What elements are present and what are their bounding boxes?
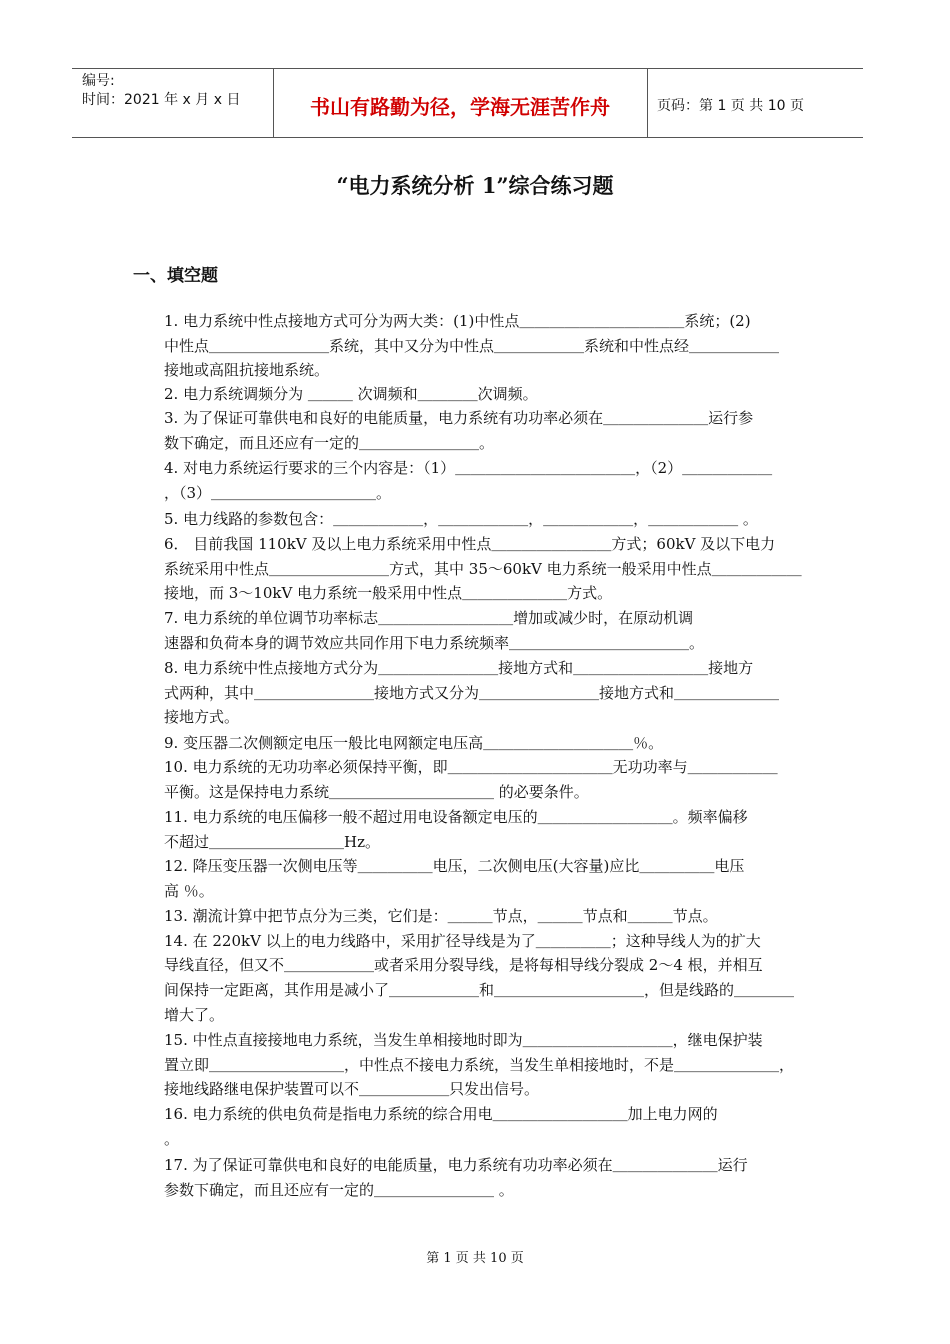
question-line: 系统采用中性点＿＿＿＿＿＿＿＿方式，其中 35～60kV 电力系统一般采用中性点＿＿＿＿＿＿ xyxy=(164,560,802,578)
question-line: 13. 潮流计算中把节点分为三类，它们是：＿＿＿节点，＿＿＿节点和＿＿＿节点。 xyxy=(164,907,718,925)
question-line: 速器和负荷本身的调节效应共同作用下电力系统频率＿＿＿＿＿＿＿＿＿＿＿＿。 xyxy=(164,634,705,652)
question-line: 12. 降压变压器一次侧电压等＿＿＿＿＿电压，二次侧电压(大容量)应比＿＿＿＿＿电压 xyxy=(164,857,745,875)
section-heading: 一、填空题 xyxy=(133,266,218,286)
header-meta-cell xyxy=(72,69,274,137)
question-line: 3. 为了保证可靠供电和良好的电能质量，电力系统有功功率必须在＿＿＿＿＿＿＿运行参 xyxy=(164,409,754,427)
question-line: ，（3）＿＿＿＿＿＿＿＿＿＿＿。 xyxy=(164,484,392,502)
document-title: “电力系统分析 1”综合练习题 xyxy=(336,173,614,198)
question-line: 参数下确定，而且还应有一定的＿＿＿＿＿＿＿＿ 。 xyxy=(164,1181,514,1199)
question-line: 17. 为了保证可靠供电和良好的电能质量，电力系统有功功率必须在＿＿＿＿＿＿＿运行 xyxy=(164,1156,748,1174)
question-line: 4. 对电力系统运行要求的三个内容是：（1）＿＿＿＿＿＿＿＿＿＿＿＿，（2）＿＿＿＿＿＿ xyxy=(164,459,773,477)
question-line: 高 ％。 xyxy=(164,882,214,900)
header-motto-cell xyxy=(273,69,648,137)
question-line: 接地或高阻抗接地系统。 xyxy=(164,361,330,379)
question-line: 置立即＿＿＿＿＿＿＿＿＿，中性点不接电力系统，当发生单相接地时，不是＿＿＿＿＿＿＿， xyxy=(164,1056,795,1074)
question-line: 接地方式。 xyxy=(164,708,240,726)
question-line: 16. 电力系统的供电负荷是指电力系统的综合用电＿＿＿＿＿＿＿＿＿加上电力网的 xyxy=(164,1105,718,1123)
question-line: 9. 变压器二次侧额定电压一般比电网额定电压高＿＿＿＿＿＿＿＿＿＿％。 xyxy=(164,734,664,752)
question-line: 接地线路继电保护装置可以不＿＿＿＿＿＿只发出信号。 xyxy=(164,1080,540,1098)
serial-label: 编号: xyxy=(82,73,115,89)
question-line: 11. 电力系统的电压偏移一般不超过用电设备额定电压的＿＿＿＿＿＿＿＿＿。频率偏移 xyxy=(164,808,748,826)
question-line: 2. 电力系统调频分为 ＿＿＿ 次调频和＿＿＿＿次调频。 xyxy=(164,385,538,403)
question-line: 数下确定，而且还应有一定的＿＿＿＿＿＿＿＿。 xyxy=(164,434,495,452)
question-line: 中性点＿＿＿＿＿＿＿＿系统，其中又分为中性点＿＿＿＿＿＿系统和中性点经＿＿＿＿＿＿ xyxy=(164,337,780,355)
question-line: 8. 电力系统中性点接地方式分为＿＿＿＿＿＿＿＿接地方式和＿＿＿＿＿＿＿＿＿接地方 xyxy=(164,659,754,677)
question-line: 14. 在 220kV 以上的电力线路中，采用扩径导线是为了＿＿＿＿＿；这种导线人为的扩大 xyxy=(164,932,761,950)
page-footer: 第 1 页 共 10 页 xyxy=(426,1251,524,1266)
question-line: 6． 目前我国 110kV 及以上电力系统采用中性点＿＿＿＿＿＿＿＿方式；60kV 及以下电力 xyxy=(164,535,776,553)
question-line: 15. 中性点直接接地电力系统，当发生单相接地时即为＿＿＿＿＿＿＿＿＿＿，继电保护装 xyxy=(164,1031,763,1049)
page-info: 页码：第 1 页 共 10 页 xyxy=(657,98,804,114)
question-line: 导线直径，但又不＿＿＿＿＿＿或者采用分裂导线，是将每相导线分裂成 2～4 根，并相互 xyxy=(164,956,763,974)
motto-text: 书山有路勤为径，学海无涯苦作舟 xyxy=(310,95,610,119)
question-line: 平衡。这是保持电力系统＿＿＿＿＿＿＿＿＿＿＿ 的必要条件。 xyxy=(164,783,589,801)
question-line: 5. 电力线路的参数包含：＿＿＿＿＿＿，＿＿＿＿＿＿，＿＿＿＿＿＿，＿＿＿＿＿＿ 。 xyxy=(164,510,758,528)
question-line: 10. 电力系统的无功功率必须保持平衡，即＿＿＿＿＿＿＿＿＿＿＿无功功率与＿＿＿＿＿＿ xyxy=(164,758,778,776)
time-label: 时间：2021 年 x 月 x 日 xyxy=(82,92,241,108)
header-page-cell xyxy=(648,69,863,137)
question-line: 7. 电力系统的单位调节功率标志＿＿＿＿＿＿＿＿＿增加或减少时，在原动机调 xyxy=(164,609,694,627)
question-line: 接地，而 3～10kV 电力系统一般采用中性点＿＿＿＿＿＿＿方式。 xyxy=(164,584,613,602)
question-line: 。 xyxy=(164,1130,180,1148)
question-line: 间保持一定距离，其作用是减小了＿＿＿＿＿＿和＿＿＿＿＿＿＿＿＿＿，但是线路的＿＿＿＿ xyxy=(164,981,795,999)
question-line: 式两种，其中＿＿＿＿＿＿＿＿接地方式又分为＿＿＿＿＿＿＿＿接地方式和＿＿＿＿＿＿＿ xyxy=(164,684,780,702)
header-table xyxy=(72,68,863,138)
question-line: 1. 电力系统中性点接地方式可分为两大类：(1)中性点＿＿＿＿＿＿＿＿＿＿＿系统；(2) xyxy=(164,312,751,330)
question-line: 不超过＿＿＿＿＿＿＿＿＿Hz。 xyxy=(164,833,380,851)
question-line: 增大了。 xyxy=(164,1006,225,1024)
